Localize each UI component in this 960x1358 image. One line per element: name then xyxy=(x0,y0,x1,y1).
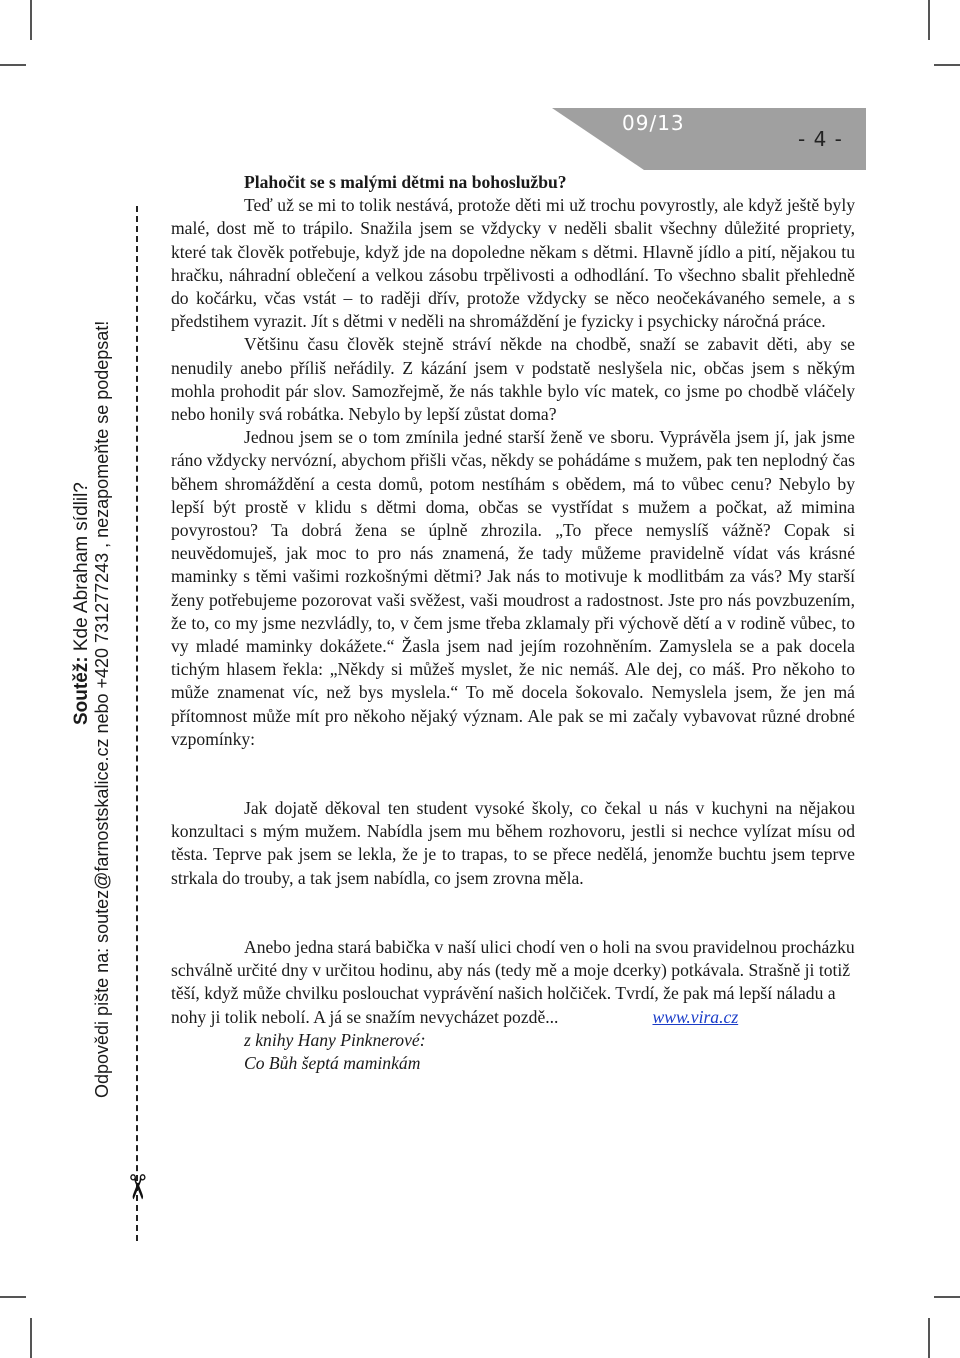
article-title: Plahočit se s malými dětmi na bohoslužbu? xyxy=(244,172,567,192)
crop-mark xyxy=(928,1318,930,1358)
crop-mark xyxy=(30,1318,32,1358)
contest-contact: Odpovědi pište na: soutez@farnostskalice.cz nebo +420 731277243 , nezapomeňte se podepsat! xyxy=(92,320,112,1098)
article xyxy=(171,171,855,1075)
scissors-icon: ✂ xyxy=(116,1172,157,1202)
paragraph-gap xyxy=(171,774,855,797)
source-link[interactable]: www.vira.cz xyxy=(652,1006,739,1027)
source-line-2: Co Bůh šeptá maminkám xyxy=(244,1052,421,1073)
crop-mark xyxy=(934,1296,960,1298)
article-paragraph: Jak dojatě děkoval ten student vysoké školy, co čekal u nás v kuchyni na nějakou konzultaci s mým mužem. Nabídla jsem mu během rozhovoru, jestli si nechce vylízat mísu od těsta. Teprve pak jsem se lekla, že je to trapas, to se přece nedělá, jenomže buchtu jsem teprve strkala do trouby, a tak jsem nabídla, co jsem zrovna měla. xyxy=(171,798,855,888)
paragraph-gap xyxy=(171,890,855,913)
issue-number: 09/13 xyxy=(622,111,685,135)
paragraph-gap xyxy=(171,913,855,936)
article-paragraph: Jednou jsem se o tom zmínila jedné starší ženě ve sboru. Vyprávěla jsem jí, jak jsme ráno vždycky nervózní, abychom přišli včas, někdy se pohádáme s mužem, pak ten neplodný čas během shromáždění a cesta domů, potom nestíhám s obědem, má to vůbec cenu? Nebylo by lepší být prostě v klidu s dětmi doma, občas se vystřídat s mužem a počkat, až mimina povyrostou? Ta dobrá žena se úplně zhrozila. „To přece nemyslíš vážně? Copak si neuvědomuješ, jak moc to pro nás znamená, že tady můžeme pravidelně vídat vás krásné maminky s těmi vašimi rozkošnými dětmi? Jak nás to motivuje k modlitbám za vás? My starší ženy potřebujeme pozorovat vaši svěžest, vaši moudrost a radostnost. Jste pro nás povzbuzením, že to, co my jsme nezvládly, to, v čem jsme třeba zklamaly při výchově dětí a v rodině vůbec, to vy mladé maminky dokážete.“ Žasla jsem nad jejím rozohněním. Zamyslela se a pak docela tichým hlasem řekla: „Někdy si můžeš myslet, že nic nemáš. Ale dej, co máš. Pro někoho to může znamenat víc, než bys myslela.“ To mě docela šokovalo. Nemyslela jsem, že jen má přítomnost může mít pro někoho nějaký význam. Ale pak se mi začaly vybavovat různé drobné vzpomínky: xyxy=(171,427,855,749)
article-paragraph: Teď už se mi to tolik nestává, protože děti mi už trochu povyrostly, ale když ještě byly malé, dost mě to trápilo. Snažila jsem se vždycky v neděli sbalit všechny důležité propriety, které tak člověk potřebuje, když jde na dopoledne někam s dětmi. Hlavně jídlo a pití, nějakou tu hračku, náhradní oblečení a velkou zásobu trpělivosti a odhodlání. To všechno sbalit přehledně do kočárku, včas vstát – to raději dřív, protože vždycky se něco neočekávaného semele, a s předstihem vyrazit. Jít s dětmi v neděli na shromáždění je fyzicky i psychicky náročná práce. xyxy=(171,195,855,332)
crop-mark xyxy=(0,1296,26,1298)
crop-mark xyxy=(928,0,930,40)
article-paragraph: Většinu času člověk stejně stráví někde na chodbě, snaží se zabavit děti, aby se nenudily anebo příliš neřádily. Z kázání jsem v podstatě neslyšela nic, občas jsem s někým mohla prohodit pár slov. Samozřejmě, že nás takhle bylo víc matek, co jsme po chodbě vláčely nebo honily svá robátka. Nebylo by lepší zůstat doma? xyxy=(171,334,855,425)
contest-question xyxy=(71,482,93,725)
crop-mark xyxy=(934,64,960,66)
cut-line xyxy=(136,206,138,1241)
article-last-text: Anebo jedna stará babička v naší ulici chodí ven o holi na svou pravidelnou procházku schválně určité dny v určitou hodinu, aby nás (tedy mě a moje dcerky) potkávala. Strašně ji totiž těší, když může chvilku poslouchat vyprávění našich holčiček. Tvrdí, že pak má lepší náladu a nohy ji tolik nebolí. A já se snažím nevycházet pozdě... xyxy=(171,936,855,1027)
crop-mark xyxy=(30,0,32,40)
page-number: - 4 - xyxy=(798,127,843,151)
contest-question-text: Kde Abraham sídlil? xyxy=(71,482,92,657)
paragraph-gap xyxy=(171,751,855,774)
article-paragraph-last xyxy=(171,936,855,1029)
crop-mark xyxy=(0,64,26,66)
contest-label: Soutěž: xyxy=(71,656,92,725)
source-line-1: z knihy Hany Pinknerové: xyxy=(244,1029,426,1050)
